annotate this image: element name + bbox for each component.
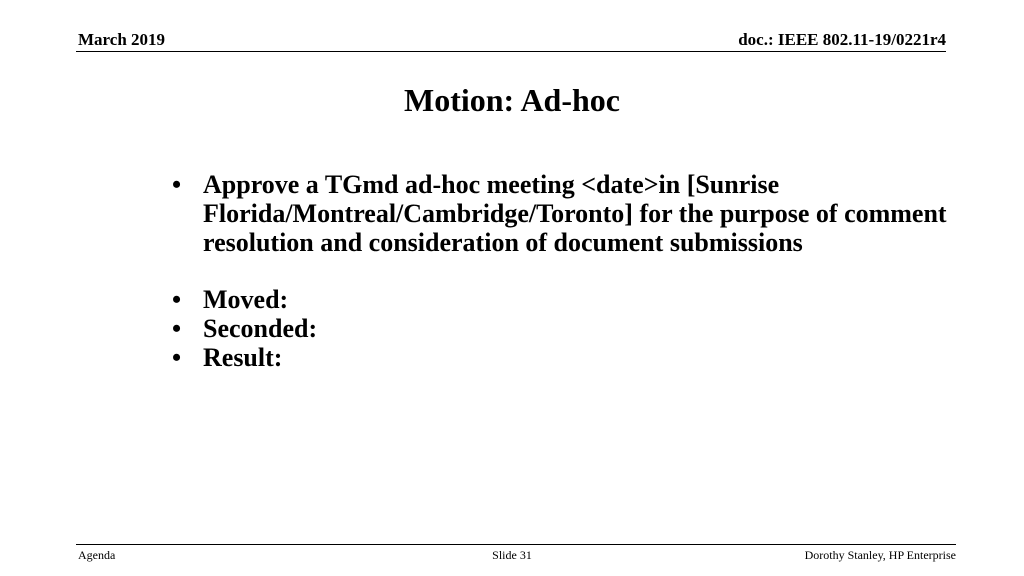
slide-title: Motion: Ad-hoc bbox=[404, 82, 620, 118]
bullet-icon: • bbox=[172, 285, 182, 314]
footer-author: Dorothy Stanley, HP Enterprise bbox=[804, 548, 956, 562]
slide-bullet-list bbox=[170, 170, 950, 372]
bullet-icon: • bbox=[172, 170, 182, 199]
bullet-icon: • bbox=[172, 343, 182, 372]
bullet-item-result bbox=[170, 343, 950, 372]
bullet-spacer bbox=[170, 257, 950, 285]
footer-section: Agenda bbox=[78, 548, 116, 562]
header-divider bbox=[76, 51, 946, 52]
footer-divider bbox=[76, 544, 956, 545]
bullet-item-moved bbox=[170, 285, 950, 314]
bullet-text-result: Result: bbox=[203, 343, 283, 372]
bullet-item-motion bbox=[170, 170, 950, 257]
header-doc-id: doc.: IEEE 802.11-19/0221r4 bbox=[738, 30, 946, 49]
bullet-icon: • bbox=[172, 314, 182, 343]
bullet-text-motion: Approve a TGmd ad-hoc meeting <date>in [Sunrise Florida/Montreal/Cambridge/Toronto] for the purpose of comment resolution and consideration of document submissions bbox=[203, 170, 947, 257]
bullet-item-seconded bbox=[170, 314, 950, 343]
header-date: March 2019 bbox=[78, 30, 166, 49]
footer-slide-number: Slide 31 bbox=[492, 548, 532, 562]
bullet-text-seconded: Seconded: bbox=[203, 314, 318, 343]
bullet-text-moved: Moved: bbox=[203, 285, 289, 314]
